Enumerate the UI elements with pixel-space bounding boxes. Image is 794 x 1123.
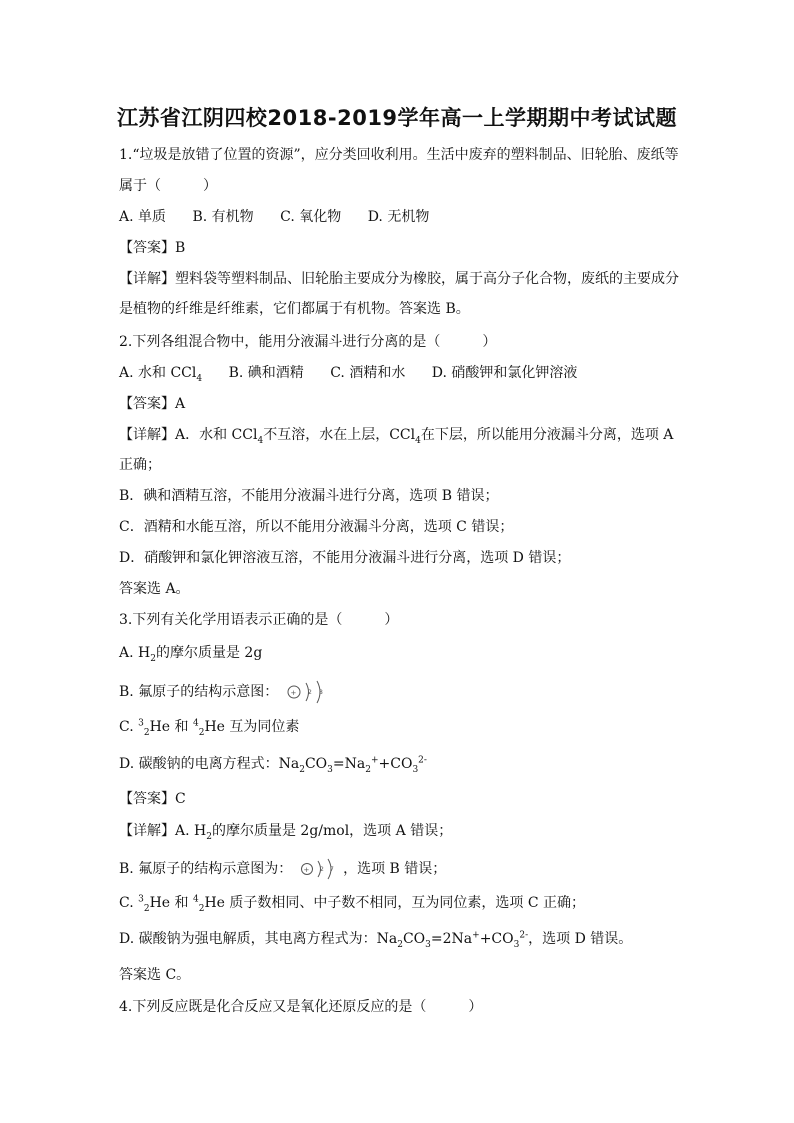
svg-text:8: 8 xyxy=(318,689,323,696)
q3-option-c: C. $^3_2$He 和 $^4_2$He 互为同位素 xyxy=(119,718,300,738)
q2-conclusion: 答案选 A。 xyxy=(119,581,190,597)
q2-explain-c: C．酒精和水能互溶，所以不能用分液漏斗分离，选项 C 错误； xyxy=(119,519,514,535)
q3-option-b: B. 氟原子的结构示意图： + 2 8 xyxy=(119,679,679,705)
q1-stem-line2: 属于（ ） xyxy=(119,178,217,194)
q1-option-b: B. 有机物 xyxy=(192,209,254,225)
q4-stem: 4.下列反应既是化合反应又是氧化还原反应的是（ ） xyxy=(119,999,483,1015)
q1-option-c: C. 氧化物 xyxy=(280,209,342,225)
svg-text:2: 2 xyxy=(319,866,324,873)
svg-text:2: 2 xyxy=(307,689,312,696)
q1-explain-line1: 【详解】塑料袋等塑料制品、旧轮胎主要成分为橡胶，属于高分子化合物，废纸的主要成分 xyxy=(119,271,679,287)
fluorine-atom-diagram-icon xyxy=(285,679,329,705)
svg-text:7: 7 xyxy=(329,866,334,873)
svg-text:+: + xyxy=(303,866,310,874)
q1-explain-line2: 是植物的纤维是纤维素，它们都属于有机物。答案选 B。 xyxy=(119,301,470,317)
q2-answer: 【答案】A xyxy=(119,396,186,412)
q2-option-a: A. 水和 CCl$_4$ xyxy=(119,365,203,384)
q3-stem: 3.下列有关化学用语表示正确的是（ ） xyxy=(119,612,399,628)
q3-explain-a: 【详解】A. $H_2$的摩尔质量是 2g/mol，选项 A 错误； xyxy=(119,823,453,842)
q3-answer: 【答案】C xyxy=(119,791,186,807)
q2-stem: 2.下列各组混合物中，能用分液漏斗进行分离的是（ ） xyxy=(119,334,497,350)
q2-explain-a: 【详解】A．水和 CCl$_4$不互溶，水在上层，CCl$_4$在下层，所以能用分液漏斗分离，选项 A xyxy=(119,427,674,446)
q3-explain-c: C. $^3_2$He 和 $^4_2$He 质子数相同、中子数不相同，互为同位素，选项 C 正确； xyxy=(119,894,586,914)
q3-conclusion: 答案选 C。 xyxy=(119,967,191,983)
q3-option-a: A. $H_2$的摩尔质量是 2g xyxy=(119,645,263,664)
svg-text:+: + xyxy=(290,689,297,697)
q2-explain-d: D．硝酸钾和氯化钾溶液互溶，不能用分液漏斗进行分离，选项 D 错误； xyxy=(119,550,571,566)
q2-option-d: D. 硝酸钾和氯化钾溶液 xyxy=(431,365,578,381)
q1-answer: 【答案】B xyxy=(119,240,186,256)
q3-explain-b: B. 氟原子的结构示意图为： + 2 7 ，选项 B 错误； xyxy=(119,857,679,881)
q2-explain-b: B．碘和酒精互溶，不能用分液漏斗进行分离，选项 B 错误； xyxy=(119,488,499,504)
q1-option-d: D. 无机物 xyxy=(367,209,430,225)
q1-stem-line1: 1.“垃圾是放错了位置的资源”，应分类回收利用。生活中废弃的塑料制品、旧轮胎、废纸等 xyxy=(119,147,679,163)
q2-option-c: C. 酒精和水 xyxy=(330,365,406,381)
fluorine-atom-diagram-icon xyxy=(299,857,339,881)
q3-option-d: D. 碳酸钠的电离方程式：$Na_2CO_3=Na_2^++CO_3^{2-}$ xyxy=(119,755,427,775)
page-title: 江苏省江阴四校2018-2019学年高一上学期期中考试试题 xyxy=(116,106,678,130)
q2-options xyxy=(119,364,679,382)
q2-explain-a-line2: 正确； xyxy=(119,457,161,473)
q3-explain-d: D. 碳酸钠为强电解质，其电离方程式为：$Na_2CO_3=2Na^++CO_3^{2-}$，选项 D 错误。 xyxy=(119,930,633,950)
q2-option-b: B. 碘和酒精 xyxy=(228,365,304,381)
q1-options xyxy=(119,208,679,226)
q1-option-a: A. 单质 xyxy=(119,209,167,225)
